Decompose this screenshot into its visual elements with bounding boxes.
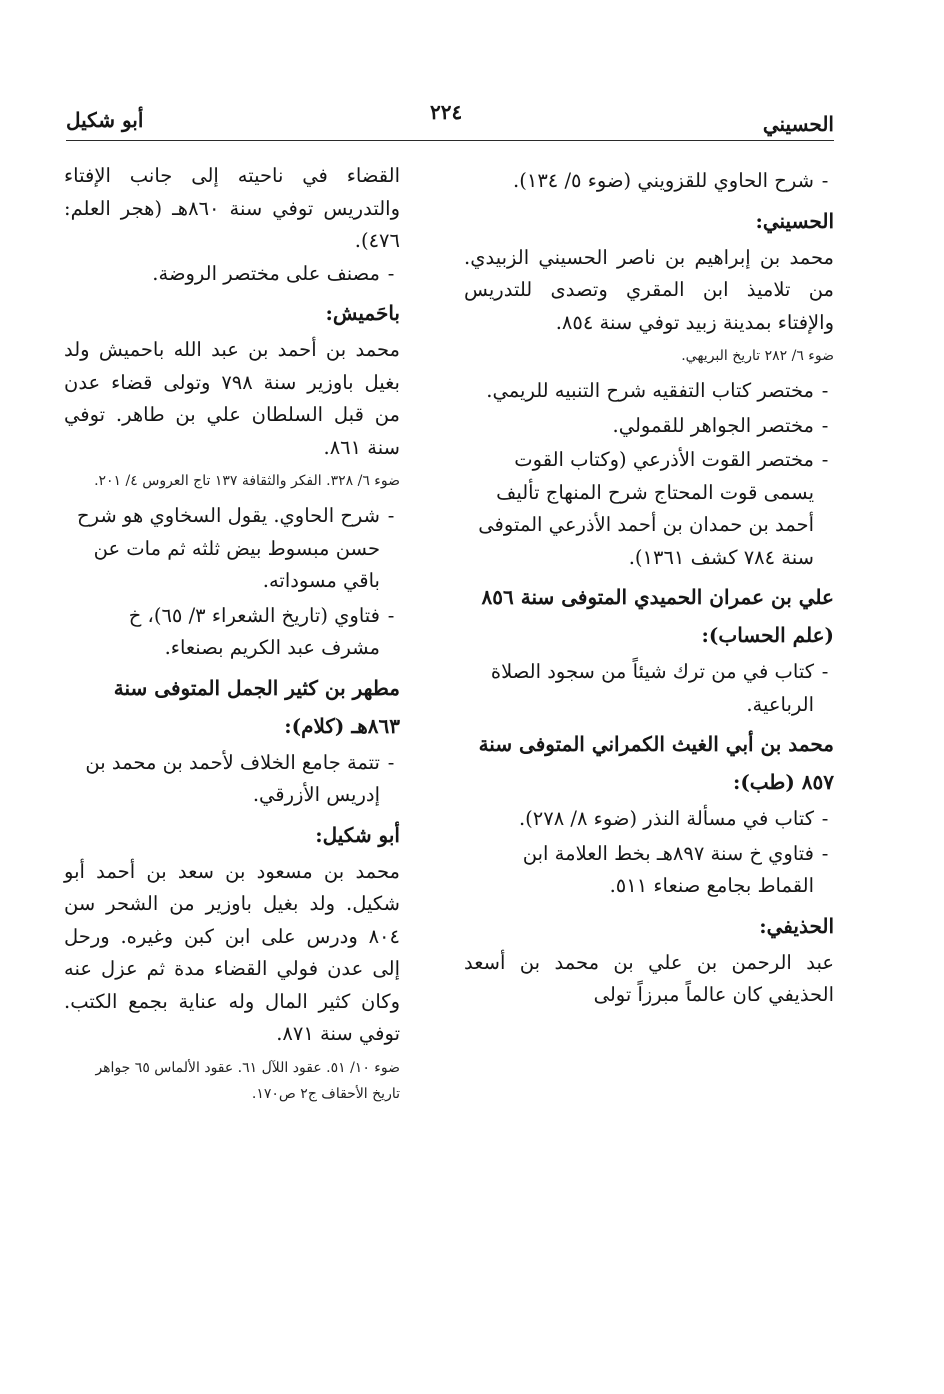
- source-reference: ضوء ٦/ ٢٨٢ تاريخ البريهي.: [681, 348, 834, 364]
- header-rule: [66, 140, 834, 141]
- dash-bullet-icon: -: [821, 448, 829, 471]
- dash-bullet-icon: -: [387, 504, 395, 527]
- list-item: [464, 838, 834, 903]
- list-item-text: كتاب في مسألة النذر (ضوء ٨/ ٢٧٨).: [518, 807, 814, 830]
- list-item-text: مختصر الجواهر للقمولي.: [612, 413, 814, 437]
- entry-heading: الحذيفي:: [759, 913, 834, 938]
- entry-paragraph: عبد الرحمن بن علي بن محمد بن أسعد الحذيفي كان عالماً مبرزاً تولى: [464, 950, 834, 1006]
- list-item: [464, 656, 834, 721]
- entry-paragraph: القضاء في ناحيته إلى جانب الإفتاء والتدريس توفي سنة ٨٦٠هـ (هجر العلم: ٤٧٦).: [64, 164, 400, 252]
- list-item: [464, 375, 834, 408]
- dash-bullet-icon: -: [821, 169, 829, 192]
- list-item: [464, 410, 834, 443]
- entry-heading: علي بن عمران الحميدي المتوفى سنة ٨٥٦ (علم الحساب):: [481, 585, 834, 647]
- entry-heading: أبو شكيل:: [315, 822, 400, 847]
- entry-paragraph: محمد بن إبراهيم بن ناصر الحسيني الزبيدي. من تلاميذ ابن المقري وتصدى للتدريس والإفتاء بمدينة زبيد توفي سنة ٨٥٤.: [464, 245, 834, 334]
- list-item-text: فتاوي (تاريخ الشعراء ٣/ ٦٥)، خ مشرف عبد الكريم بصنعاء.: [128, 603, 380, 659]
- list-item-text: شرح الحاوي للقزويني (ضوء ٥/ ١٣٤).: [513, 169, 814, 192]
- dash-bullet-icon: -: [821, 413, 829, 437]
- running-header-left: أبو شكيل: [66, 108, 144, 132]
- list-item-text: مختصر كتاب التفقيه شرح التنبيه للريمي.: [486, 379, 814, 402]
- entry-heading: الحسيني:: [755, 208, 834, 233]
- dash-bullet-icon: -: [821, 807, 829, 830]
- dash-bullet-icon: -: [821, 379, 829, 402]
- running-header-right: الحسيني: [762, 112, 834, 136]
- list-item-text: شرح الحاوي. يقول السخاوي هو شرح حسن مبسوط بيض ثلثه ثم مات عن باقي مسوداته.: [77, 504, 380, 592]
- entry-heading: مطهر بن كثير الجمل المتوفى سنة ٨٦٣هـ (كلام):: [113, 675, 400, 738]
- page-number: ٢٢٤: [430, 100, 463, 124]
- dash-bullet-icon: -: [821, 660, 829, 683]
- list-item: [64, 258, 400, 291]
- list-item-text: تتمة جامع الخلاف لأحمد بن محمد بن إدريس الأزرقي.: [85, 750, 380, 806]
- source-reference: ضوء ٦/ ٣٢٨. الفكر والثقافة ١٣٧ تاج العروس ٤/ ٢٠١.: [94, 473, 400, 489]
- list-item-text: كتاب في من ترك شيئاً من سجود الصلاة الرباعية.: [490, 660, 814, 716]
- dash-bullet-icon: -: [387, 261, 395, 285]
- list-item: [464, 444, 834, 574]
- list-item-text: مختصر القوت الأذرعي (وكتاب القوت يسمى قوت المحتاج شرح المنهاج تأليف أحمد بن حمدان بن أحمد الأذرعي المتوفى سنة ٧٨٤ كشف ١٣٦١).: [478, 448, 814, 569]
- list-item-text: فتاوي خ سنة ٨٩٧هـ بخط العلامة ابن القماط بجامع صنعاء ٥١١.: [522, 841, 814, 897]
- list-item: [64, 600, 400, 665]
- source-reference: ضوء ١٠/ ٥١. عقود اللآل ٦١. عقود الألماس ٦٥ جواهر تاريخ الأحقاف ج٢ ص١٧٠.: [95, 1059, 400, 1102]
- dash-bullet-icon: -: [387, 603, 395, 627]
- list-item: [464, 803, 834, 836]
- dash-bullet-icon: -: [821, 841, 829, 865]
- list-item: [64, 500, 400, 598]
- list-item: [464, 165, 834, 198]
- entry-heading: محمد بن أبي الغيث الكمراني المتوفى سنة ٨٥٧ (طب):: [478, 732, 834, 794]
- dash-bullet-icon: -: [387, 750, 395, 774]
- right-column: [464, 165, 834, 1012]
- entry-paragraph: محمد بن مسعود بن سعد بن أحمد أبو شكيل. ولد بغيل باوزير من الشحر سن ٨٠٤ ودرس على ابن كبن وغيره. ورحل إلى عدن فولي القضاء مدة ثم عزل عنه وكان كثير المال وله عناية بجمع الكتب. توفي سنة ٨٧١.: [64, 859, 400, 1045]
- list-item: [64, 747, 400, 812]
- list-item-text: مصنف على مختصر الروضة.: [152, 261, 380, 285]
- left-column: [64, 160, 400, 1113]
- entry-heading: باحَميش:: [325, 301, 400, 325]
- entry-paragraph: محمد بن أحمد بن عبد الله باحميش ولد بغيل باوزير سنة ٧٩٨ وتولى قضاء عدن من قبل السلطان علي بن طاهر. توفي سنة ٨٦١.: [64, 338, 400, 459]
